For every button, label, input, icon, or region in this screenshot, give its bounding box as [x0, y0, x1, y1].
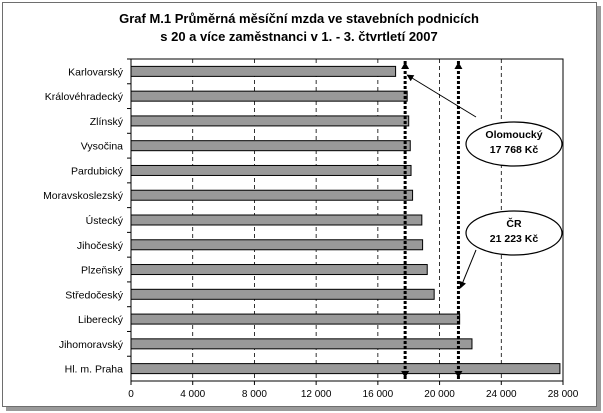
- x-tick-label: 20 000: [424, 389, 455, 400]
- category-label: Zlínský: [89, 115, 123, 128]
- category-label: Královéhradecký: [44, 91, 123, 104]
- callout-name: Olomoucký: [485, 129, 543, 141]
- bar: [131, 66, 396, 76]
- category-label: Ústecký: [85, 215, 123, 227]
- bar: [131, 265, 427, 275]
- bar: [131, 141, 410, 151]
- category-label: Hl. m. Praha: [64, 363, 123, 376]
- category-label: Jihočeský: [76, 239, 123, 252]
- category-label: Liberecký: [78, 314, 123, 327]
- category-label: Středočeský: [65, 289, 123, 302]
- x-tick-label: 0: [128, 389, 134, 400]
- bar: [131, 190, 413, 200]
- x-tick-label: 12 000: [300, 389, 332, 400]
- callout-name: ČR: [506, 218, 522, 230]
- bar: [131, 91, 407, 101]
- x-tick-label: 4 000: [180, 389, 206, 400]
- category-label: Plzeňský: [80, 264, 123, 277]
- bar: [131, 215, 422, 225]
- chart-frame: [2, 2, 597, 407]
- bar: [131, 240, 423, 250]
- x-tick-label: 24 000: [485, 389, 517, 400]
- bar: [131, 165, 411, 175]
- category-label: Karlovarský: [68, 66, 123, 79]
- category-label: Vysočina: [80, 140, 123, 153]
- x-tick-label: 16 000: [362, 389, 394, 400]
- callout-value: 17 768 Kč: [489, 144, 539, 156]
- category-label: Jihomoravský: [58, 338, 123, 351]
- chart: [3, 3, 596, 406]
- category-label: Pardubický: [71, 165, 123, 178]
- x-tick-label: 28 000: [547, 389, 579, 400]
- chart-subtitle: s 20 a více zaměstnanci v 1. - 3. čtvrtletí 2007: [160, 29, 438, 44]
- callout-value: 21 223 Kč: [489, 233, 539, 245]
- bar: [131, 289, 434, 299]
- bar: [131, 339, 472, 349]
- bar: [131, 314, 460, 324]
- x-tick-label: 8 000: [241, 389, 267, 400]
- category-label: Moravskoslezský: [43, 190, 123, 203]
- bar: [131, 364, 560, 374]
- bar: [131, 116, 409, 126]
- chart-title: Graf M.1 Průměrná měsíční mzda ve stavebních podnicích: [119, 11, 479, 26]
